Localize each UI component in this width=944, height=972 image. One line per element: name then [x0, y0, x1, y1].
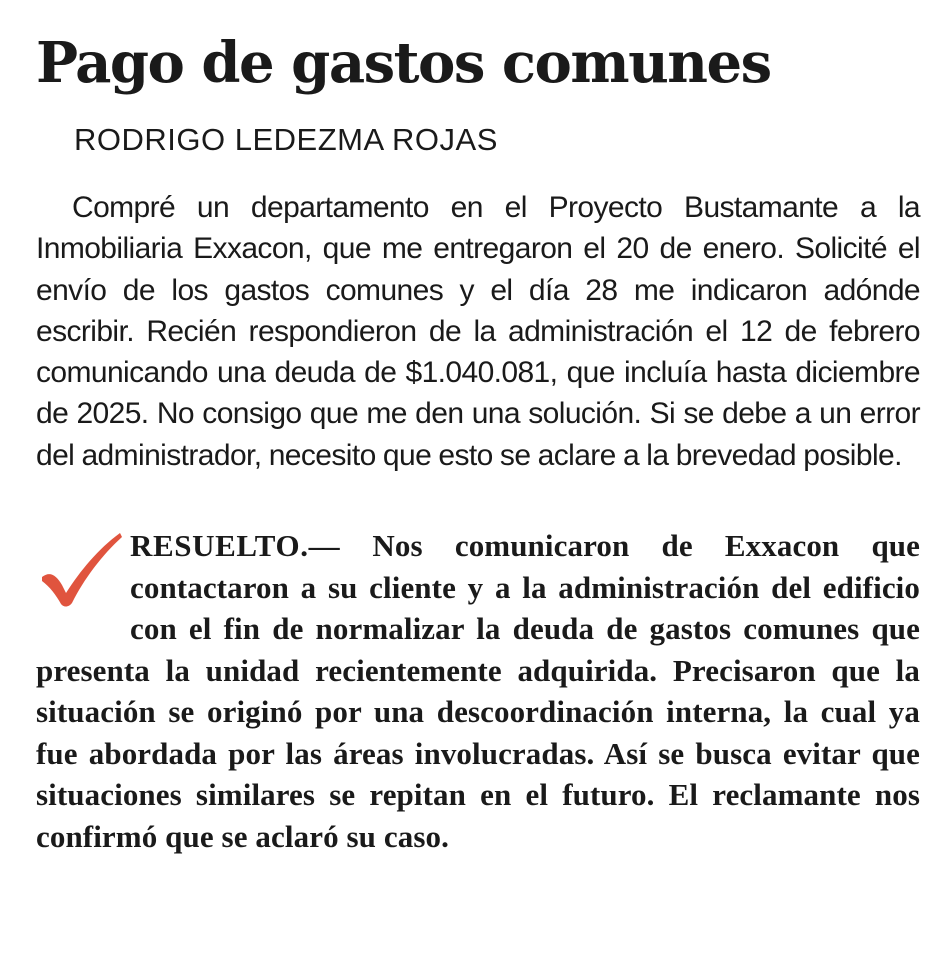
headline: Pago de gastos comunes [36, 30, 771, 96]
response-paragraph [36, 525, 920, 857]
article [36, 26, 920, 857]
byline: RODRIGO LEDEZMA ROJAS [74, 122, 498, 157]
resolved-label: RESUELTO.— [130, 528, 341, 564]
checkmark-icon [36, 529, 124, 609]
letter-body: Compré un departamento en el Proyecto Bustamante a la Inmobiliaria Exxacon, que me entregaron el 20 de enero. Solicité el envío de los gastos comunes y el día 28 me indicaron adónde escribir. Recién respondieron de la administración el 12 de febrero comunicando una deuda de $1.040.081, que incluía hasta diciembre de 2025. No consigo que me den una solución. Si se debe a un error del administrador, necesito que esto se aclare a la brevedad posible. [36, 191, 920, 472]
response-body: Nos comunicaron de Exxacon que contactaron a su cliente y a la administración del edificio con el fin de normalizar la deuda de gastos comunes que presenta la unidad recientemente adquirida. Precisaron que la situación se originó por una descoordinación interna, la cual ya fue abordada por las áreas involucradas. Así se busca evitar que situaciones similares se repitan en el futuro. El reclamante nos confirmó que se aclaró su caso. [36, 528, 920, 854]
